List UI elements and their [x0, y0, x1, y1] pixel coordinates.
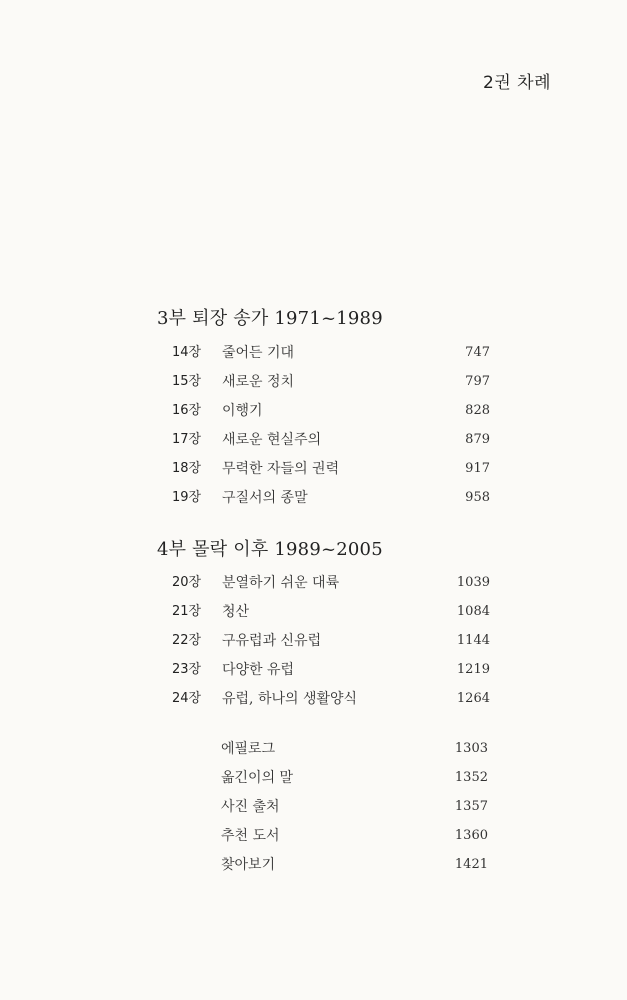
chapter-number: 16장	[172, 403, 202, 418]
page-number: 1144	[456, 633, 490, 648]
page-number: 958	[465, 490, 490, 505]
chapter-title: 다양한 유럽	[222, 662, 295, 678]
part-title: 3부 퇴장 송가 1971~1989	[157, 308, 383, 329]
toc-entry	[0, 457, 627, 481]
page-number: 1219	[456, 662, 490, 677]
page-number: 1084	[456, 604, 490, 619]
toc-entry	[0, 600, 627, 624]
page-number: 1303	[454, 741, 488, 756]
chapter-title: 줄어든 기대	[222, 345, 295, 361]
chapter-number: 21장	[172, 604, 202, 619]
page-number: 1039	[456, 575, 490, 590]
back-matter-title: 옮긴이의 말	[221, 770, 294, 786]
back-matter-entry	[0, 737, 627, 761]
page-number: 1352	[454, 770, 488, 785]
back-matter-title: 찾아보기	[221, 857, 276, 873]
page-number: 797	[465, 374, 490, 389]
toc-entry	[0, 399, 627, 423]
back-matter-entry	[0, 853, 627, 877]
chapter-number: 17장	[172, 432, 202, 447]
toc-entry	[0, 658, 627, 682]
toc-entry	[0, 428, 627, 452]
page-number: 1421	[454, 857, 488, 872]
chapter-number: 15장	[172, 374, 202, 389]
chapter-title: 이행기	[222, 403, 263, 419]
back-matter-entry	[0, 795, 627, 819]
chapter-number: 14장	[172, 345, 202, 360]
toc-entry	[0, 486, 627, 510]
chapter-number: 23장	[172, 662, 202, 677]
back-matter-entry	[0, 824, 627, 848]
chapter-title: 청산	[222, 604, 250, 620]
part-title: 4부 몰락 이후 1989~2005	[157, 539, 383, 560]
page-number: 1357	[454, 799, 488, 814]
chapter-number: 20장	[172, 575, 202, 590]
chapter-title: 분열하기 쉬운 대륙	[222, 575, 340, 591]
back-matter-title: 추천 도서	[221, 828, 280, 844]
page-header-title: 2권 차례	[483, 73, 551, 93]
chapter-number: 19장	[172, 490, 202, 505]
page-number: 1360	[454, 828, 488, 843]
chapter-title: 새로운 정치	[222, 374, 295, 390]
back-matter-entry	[0, 766, 627, 790]
chapter-number: 18장	[172, 461, 202, 476]
chapter-title: 구질서의 종말	[222, 490, 308, 506]
page-number: 917	[465, 461, 490, 476]
page-number: 1264	[456, 691, 490, 706]
back-matter-title: 에필로그	[221, 741, 276, 757]
page-number: 747	[465, 345, 490, 360]
toc-entry	[0, 571, 627, 595]
chapter-title: 구유럽과 신유럽	[222, 633, 322, 649]
toc-entry	[0, 370, 627, 394]
toc-entry	[0, 687, 627, 711]
chapter-number: 22장	[172, 633, 202, 648]
chapter-title: 새로운 현실주의	[222, 432, 322, 448]
page-number: 879	[465, 432, 490, 447]
chapter-title: 무력한 자들의 권력	[222, 461, 340, 477]
toc-entry	[0, 629, 627, 653]
toc-entry	[0, 341, 627, 365]
chapter-title: 유럽, 하나의 생활양식	[222, 691, 358, 707]
page-number: 828	[465, 403, 490, 418]
back-matter-title: 사진 출처	[221, 799, 280, 815]
chapter-number: 24장	[172, 691, 202, 706]
